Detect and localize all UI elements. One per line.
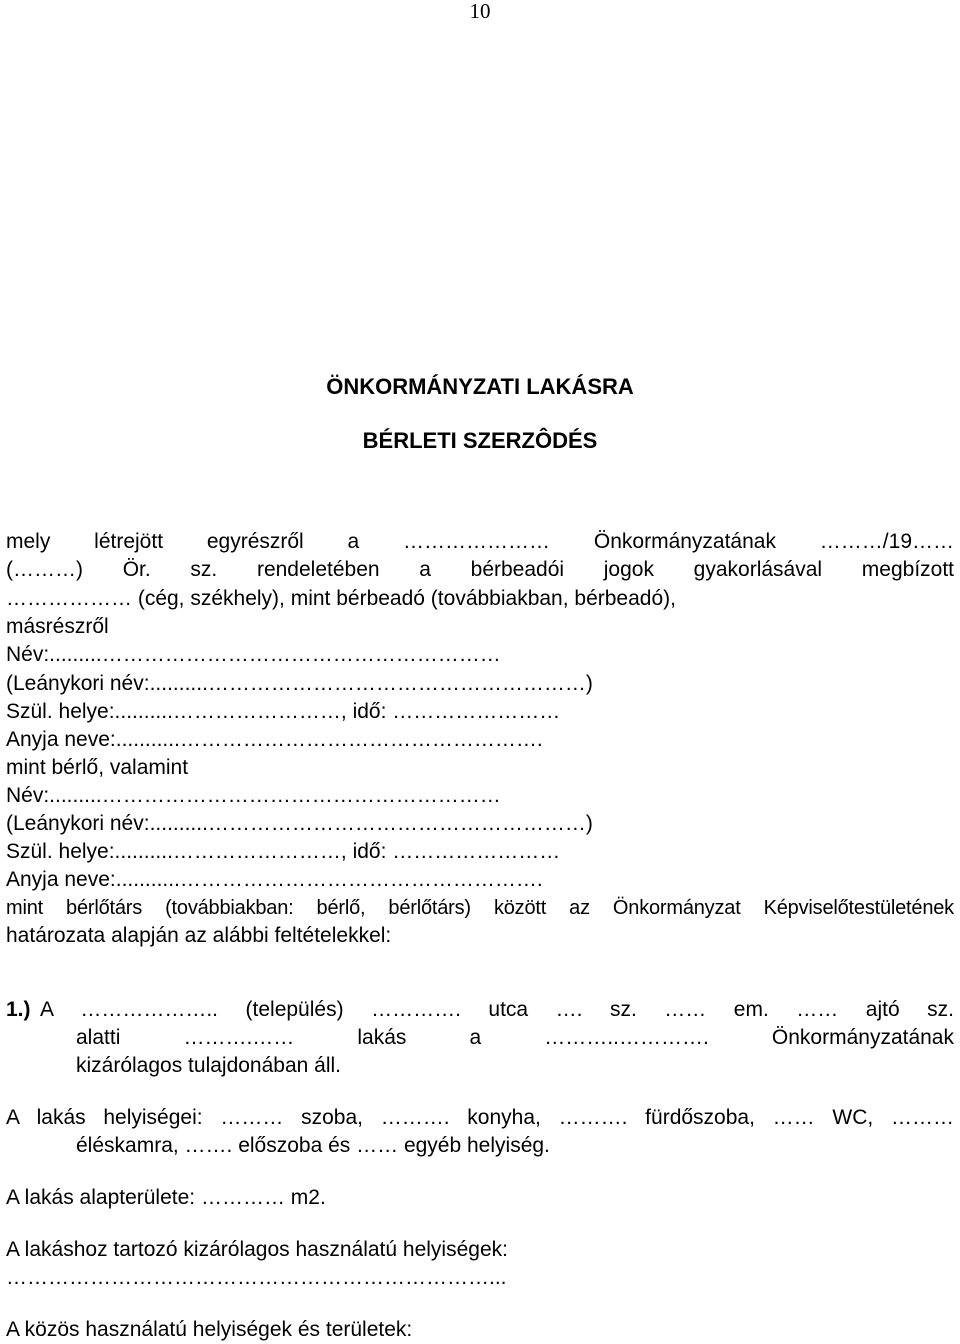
party2-name: Név:.........…………………………………………………: [6, 784, 501, 807]
party1-birth: Szül. helye:..........……………………, idő: ……………………: [6, 700, 561, 723]
party2-maiden-name: (Leánykori név:..........………………………………………………): [6, 812, 593, 835]
intro-line2: (………) Ör. sz. rendeletében a bérbeadói jogok gyakorlásával megbízott: [6, 558, 954, 581]
party2-role-line2: határozata alapján az alábbi feltételekkel:: [6, 924, 392, 947]
rooms-line2: éléskamra, ……. előszoba és …… egyéb helyiség.: [76, 1134, 550, 1157]
party1-maiden-name: (Leánykori név:..........………………………………………………): [6, 672, 593, 695]
section1-number: 1.): [6, 998, 31, 1021]
section1-line2: alatti ……….…… lakás a ………..…………. Önkormányzatának: [76, 1026, 954, 1049]
party1-mother: Anyja neve:...........…………………………………………….: [6, 728, 543, 751]
intro-line4: másrészről: [6, 615, 109, 638]
document-title-line2: BÉRLETI SZERZÔDÉS: [362, 428, 598, 453]
intro-line3: ……………… (cég, székhely), mint bérbeadó (továbbiakban, bérbeadó),: [6, 587, 676, 610]
rooms-line1: A lakás helyiségei: ……… szoba, ………. konyha, ………. fürdőszoba, …… WC, ………: [6, 1106, 954, 1129]
common-areas-label: A közös használatú helyiségek és területek:: [6, 1318, 413, 1341]
floor-area: A lakás alapterülete: ………… m2.: [6, 1186, 326, 1209]
section1-line1: A ……………….. (település) …………. utca …. sz. …… em. …… ajtó sz.: [40, 998, 954, 1021]
exclusive-rooms-label: A lakáshoz tartozó kizárólagos használatú helyiségek:: [6, 1238, 508, 1261]
exclusive-rooms-dots: ……………………………………………………………...: [6, 1266, 507, 1289]
intro-line1: mely létrejött egyrészről a ………………… Önkormányzatának ………/19……: [6, 530, 954, 553]
party2-role-line1: mint bérlőtárs (továbbiakban: bérlő, bérlőtárs) között az Önkormányzat Képviselőtestületének: [6, 897, 954, 919]
party2-birth: Szül. helye:..........……………………, idő: ……………………: [6, 840, 561, 863]
party1-name: Név:.........…………………………………………………: [6, 643, 501, 666]
party1-role: mint bérlő, valamint: [6, 756, 189, 779]
page-number: 10: [469, 0, 491, 23]
section1-line3: kizárólagos tulajdonában áll.: [76, 1054, 342, 1077]
document-title-line1: ÖNKORMÁNYZATI LAKÁSRA: [326, 374, 634, 399]
party2-mother: Anyja neve:...........…………………………………………….: [6, 868, 543, 891]
